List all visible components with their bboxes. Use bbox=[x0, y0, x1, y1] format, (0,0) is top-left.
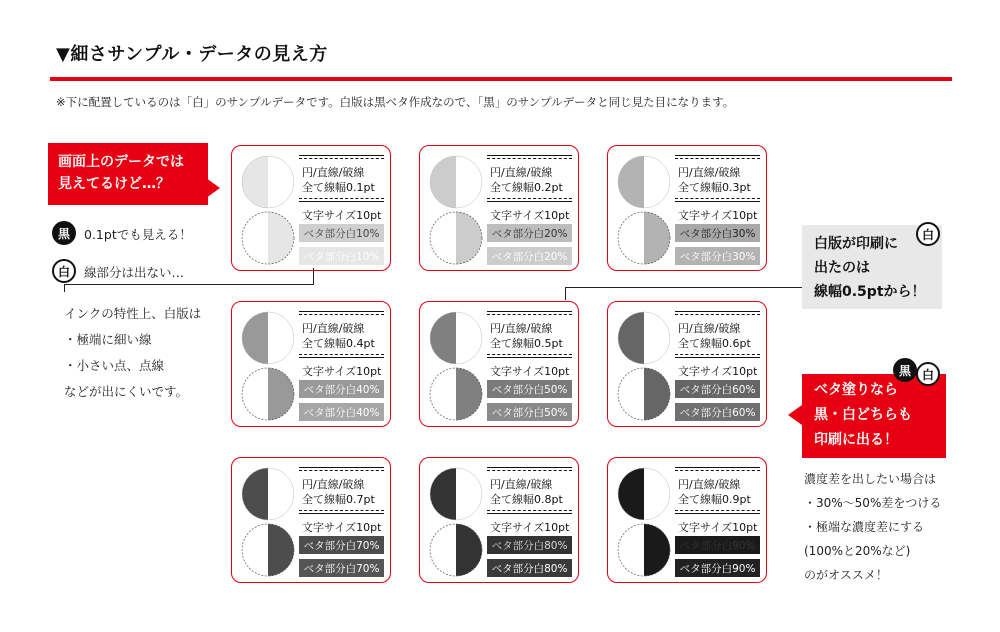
solid-line bbox=[675, 311, 760, 312]
sample-circles bbox=[428, 310, 484, 422]
sample-circles bbox=[240, 310, 296, 422]
sample-card bbox=[419, 457, 579, 583]
sample-lines bbox=[299, 311, 384, 317]
sample-card bbox=[607, 457, 767, 583]
solid-separator bbox=[487, 201, 572, 202]
dashed-line bbox=[675, 314, 760, 315]
dashed-separator bbox=[299, 198, 384, 199]
line-type-text: 円/直線/破線 bbox=[678, 166, 741, 179]
solid-fill-bar-light: ベタ部分白90% bbox=[675, 559, 760, 577]
result-callout-line3: 線幅0.5ptから！ bbox=[814, 284, 926, 300]
sample-card bbox=[607, 301, 767, 427]
font-size-label: 文字サイズ10pt bbox=[678, 521, 758, 534]
filled-half-circle-top bbox=[618, 156, 644, 208]
solid-line bbox=[299, 467, 384, 468]
line-width-label bbox=[302, 165, 375, 195]
filled-half-circle-bottom bbox=[456, 524, 482, 576]
solid-fill-bar: ベタ部分白50% bbox=[487, 380, 572, 398]
sample-circles bbox=[616, 154, 672, 266]
solid-line bbox=[487, 155, 572, 156]
line-width-label bbox=[490, 321, 563, 351]
font-size-label: 文字サイズ10pt bbox=[490, 365, 570, 378]
dashed-line bbox=[675, 158, 760, 159]
connector-line-right-down bbox=[565, 287, 566, 300]
font-size-label: 文字サイズ10pt bbox=[490, 209, 570, 222]
solid-line bbox=[299, 311, 384, 312]
white-badge: 白 bbox=[52, 259, 76, 283]
filled-half-circle-bottom bbox=[268, 368, 294, 420]
line-width-label bbox=[490, 477, 563, 507]
line-width-text: 全て線幅0.4pt bbox=[302, 337, 375, 350]
line-type-text: 円/直線/破線 bbox=[490, 166, 553, 179]
solid-fill-bar-light: ベタ部分白80% bbox=[487, 559, 572, 577]
list-item: ・極端に細い線 bbox=[64, 332, 152, 347]
filled-half-circle-bottom bbox=[644, 212, 670, 264]
sample-circles bbox=[616, 466, 672, 578]
solid-fill-bar: ベタ部分白70% bbox=[299, 536, 384, 554]
screen-callout-tail bbox=[206, 178, 220, 198]
dashed-separator bbox=[487, 354, 572, 355]
filled-half-circle-bottom bbox=[644, 524, 670, 576]
line-width-label bbox=[678, 321, 751, 351]
filled-half-circle-top bbox=[618, 468, 644, 520]
filled-half-circle-top bbox=[242, 156, 268, 208]
list-item: などが出にくいです。 bbox=[64, 384, 189, 399]
black-badge-right: 黒 bbox=[893, 358, 917, 382]
dashed-line bbox=[299, 158, 384, 159]
dashed-line bbox=[487, 470, 572, 471]
solid-fill-bar: ベタ部分白60% bbox=[675, 380, 760, 398]
line-width-text: 全て線幅0.3pt bbox=[678, 181, 751, 194]
filled-half-circle-top bbox=[618, 312, 644, 364]
solid-fill-bar: ベタ部分白30% bbox=[675, 224, 760, 242]
sample-card bbox=[419, 301, 579, 427]
solid-fill-bar-light: ベタ部分白50% bbox=[487, 403, 572, 421]
sample-lines bbox=[487, 155, 572, 161]
line-type-text: 円/直線/破線 bbox=[302, 322, 365, 335]
solid-fill-bar-light: ベタ部分白60% bbox=[675, 403, 760, 421]
solid-separator bbox=[299, 201, 384, 202]
filled-half-circle-top bbox=[430, 312, 456, 364]
filled-half-circle-bottom bbox=[268, 212, 294, 264]
solid-fill-bar: ベタ部分白40% bbox=[299, 380, 384, 398]
solid-line bbox=[675, 467, 760, 468]
page-title: ▼細さサンプル・データの見え方 bbox=[56, 44, 328, 65]
white-badge-right-2: 白 bbox=[916, 362, 940, 386]
white-hidden-text: 線部分は出ない… bbox=[84, 265, 185, 280]
dashed-separator bbox=[299, 354, 384, 355]
filled-half-circle-bottom bbox=[456, 368, 482, 420]
sample-lines bbox=[487, 311, 572, 317]
solid-separator bbox=[487, 357, 572, 358]
sample-circles bbox=[240, 466, 296, 578]
sample-circles bbox=[428, 154, 484, 266]
list-item: ・30%〜50%差をつける bbox=[804, 496, 942, 510]
line-width-text: 全て線幅0.7pt bbox=[302, 493, 375, 506]
line-type-text: 円/直線/破線 bbox=[490, 322, 553, 335]
line-type-text: 円/直線/破線 bbox=[302, 166, 365, 179]
font-size-label: 文字サイズ10pt bbox=[678, 209, 758, 222]
solid-fill-bar-light: ベタ部分白70% bbox=[299, 559, 384, 577]
sample-card bbox=[231, 301, 391, 427]
line-type-text: 円/直線/破線 bbox=[678, 478, 741, 491]
list-item: (100%と20%など) bbox=[804, 544, 911, 558]
filled-half-circle-bottom bbox=[456, 212, 482, 264]
solid-fill-bar: ベタ部分白10% bbox=[299, 224, 384, 242]
dashed-line bbox=[487, 314, 572, 315]
solid-fill-bar: ベタ部分白20% bbox=[487, 224, 572, 242]
sample-circles bbox=[428, 466, 484, 578]
line-width-label bbox=[302, 477, 375, 507]
dashed-line bbox=[299, 470, 384, 471]
font-size-label: 文字サイズ10pt bbox=[490, 521, 570, 534]
density-note-list bbox=[804, 467, 941, 587]
white-badge-right: 白 bbox=[916, 222, 940, 246]
solid-separator bbox=[299, 357, 384, 358]
black-visible-text: 0.1ptでも見える！ bbox=[84, 227, 192, 242]
font-size-label: 文字サイズ10pt bbox=[678, 365, 758, 378]
connector-line-right bbox=[565, 287, 802, 288]
sample-circles bbox=[240, 154, 296, 266]
sample-lines bbox=[299, 155, 384, 161]
line-width-text: 全て線幅0.8pt bbox=[490, 493, 563, 506]
sample-circles bbox=[616, 310, 672, 422]
dashed-separator bbox=[675, 354, 760, 355]
solid-fill-bar: ベタ部分白80% bbox=[487, 536, 572, 554]
solid-separator bbox=[675, 201, 760, 202]
dashed-separator bbox=[675, 198, 760, 199]
title-rule bbox=[50, 77, 952, 81]
connector-line-left bbox=[64, 284, 314, 285]
solid-line bbox=[299, 155, 384, 156]
sample-card bbox=[231, 145, 391, 271]
solid-separator bbox=[299, 513, 384, 514]
filled-half-circle-top bbox=[242, 312, 268, 364]
dashed-separator bbox=[487, 198, 572, 199]
sample-lines bbox=[487, 467, 572, 473]
dashed-separator bbox=[675, 510, 760, 511]
sample-lines bbox=[299, 467, 384, 473]
sample-card bbox=[607, 145, 767, 271]
connector-line-left-tick bbox=[64, 284, 65, 292]
line-width-text: 全て線幅0.9pt bbox=[678, 493, 751, 506]
line-width-text: 全て線幅0.5pt bbox=[490, 337, 563, 350]
line-type-text: 円/直線/破線 bbox=[678, 322, 741, 335]
filled-half-circle-top bbox=[430, 468, 456, 520]
dashed-line bbox=[675, 470, 760, 471]
solid-separator bbox=[675, 357, 760, 358]
filled-half-circle-top bbox=[242, 468, 268, 520]
solid-fill-bar: ベタ部分白90% bbox=[675, 536, 760, 554]
list-item: のがオススメ！ bbox=[804, 568, 888, 582]
screen-callout bbox=[48, 143, 208, 205]
filled-half-circle-top bbox=[430, 156, 456, 208]
result-callout-line2: 出たのは bbox=[814, 260, 870, 276]
sample-card bbox=[231, 457, 391, 583]
dashed-separator bbox=[487, 510, 572, 511]
line-width-text: 全て線幅0.2pt bbox=[490, 181, 563, 194]
solid-callout bbox=[802, 374, 946, 458]
sample-lines bbox=[675, 311, 760, 317]
note-text: ※下に配置しているのは「白」のサンプルデータです。白版は黒ベタ作成なので、「黒」のサンプルデータと同じ見た目になります。 bbox=[56, 95, 735, 109]
sample-card bbox=[419, 145, 579, 271]
ink-note-list bbox=[64, 301, 201, 405]
solid-separator bbox=[675, 513, 760, 514]
font-size-label: 文字サイズ10pt bbox=[302, 209, 382, 222]
line-type-text: 円/直線/破線 bbox=[302, 478, 365, 491]
solid-line bbox=[487, 467, 572, 468]
line-width-label bbox=[678, 165, 751, 195]
line-width-label bbox=[678, 477, 751, 507]
dashed-line bbox=[487, 158, 572, 159]
black-badge: 黒 bbox=[52, 221, 76, 245]
sample-lines bbox=[675, 467, 760, 473]
solid-line bbox=[487, 311, 572, 312]
filled-half-circle-bottom bbox=[268, 524, 294, 576]
solid-callout-line3: 印刷に出る！ bbox=[814, 432, 898, 448]
solid-separator bbox=[487, 513, 572, 514]
screen-callout-line1: 画面上のデータでは bbox=[58, 154, 184, 170]
list-item: ・極端な濃度差にする bbox=[804, 520, 925, 534]
sample-lines bbox=[675, 155, 760, 161]
solid-line bbox=[675, 155, 760, 156]
solid-callout-line2: 黒・白どちらも bbox=[814, 407, 912, 423]
list-item: ・小さい点、点線 bbox=[64, 358, 165, 373]
solid-fill-bar-light: ベタ部分白40% bbox=[299, 403, 384, 421]
solid-fill-bar-light: ベタ部分白20% bbox=[487, 247, 572, 265]
font-size-label: 文字サイズ10pt bbox=[302, 365, 382, 378]
solid-fill-bar-light: ベタ部分白10% bbox=[299, 247, 384, 265]
font-size-label: 文字サイズ10pt bbox=[302, 521, 382, 534]
dashed-line bbox=[299, 314, 384, 315]
solid-callout-line1: ベタ塗りなら bbox=[814, 382, 898, 398]
solid-callout-tail bbox=[788, 405, 802, 425]
screen-callout-line2: 見えてるけど…？ bbox=[58, 176, 170, 192]
line-width-text: 全て線幅0.6pt bbox=[678, 337, 751, 350]
filled-half-circle-bottom bbox=[644, 368, 670, 420]
list-item: 濃度差を出したい場合は bbox=[804, 472, 937, 486]
dashed-separator bbox=[299, 510, 384, 511]
line-width-label bbox=[302, 321, 375, 351]
solid-fill-bar-light: ベタ部分白30% bbox=[675, 247, 760, 265]
list-item: インクの特性上、白版は bbox=[64, 306, 202, 321]
result-callout-line1: 白版が印刷に bbox=[814, 236, 898, 252]
line-width-label bbox=[490, 165, 563, 195]
line-width-text: 全て線幅0.1pt bbox=[302, 181, 375, 194]
line-type-text: 円/直線/破線 bbox=[490, 478, 553, 491]
